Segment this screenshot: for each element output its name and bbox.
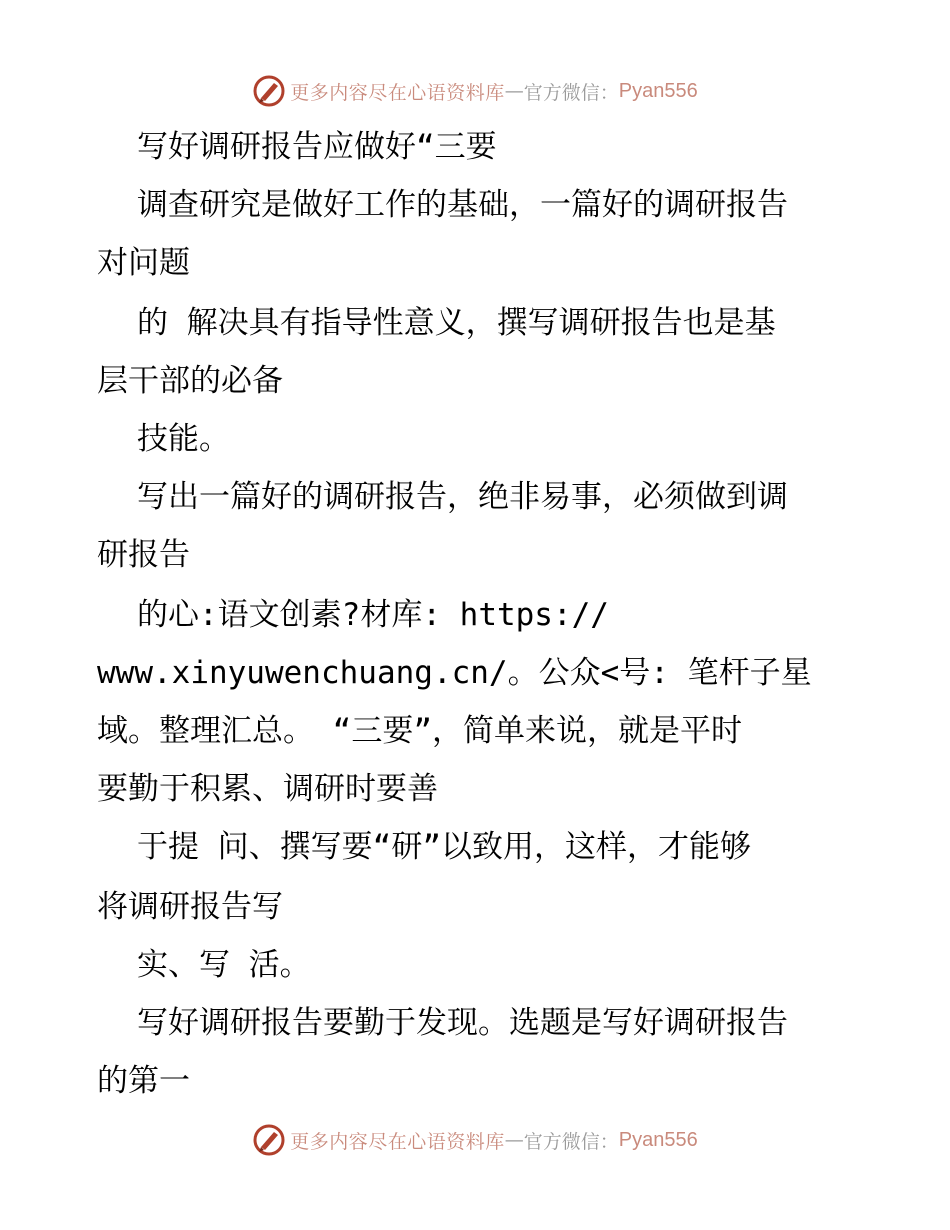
body-line: 研报告 — [97, 537, 190, 573]
body-line: 调查研究是做好工作的基础，一篇好的调研报告 — [137, 187, 788, 223]
body-line: 技能。 — [137, 421, 230, 457]
body-line: 要勤于积累、调研时要善 — [97, 771, 438, 807]
body-line: www.xinyuwenchuang.cn/。公众<号: 笔杆子星 — [97, 655, 812, 691]
body-line: 域。整理汇总。 “三要”，简单来说，就是平时 — [97, 713, 742, 749]
banner-text: 更多内容尽在心语资料库 — [290, 1130, 505, 1153]
banner-separator: — — [504, 80, 524, 102]
banner-wechat-id: Pyan556 — [618, 1128, 698, 1151]
body-line: 写好调研报告要勤于发现。选题是写好调研报告 — [137, 1005, 788, 1041]
body-line: 实、写 活。 — [137, 947, 311, 983]
banner-wechat-label: 官方微信： — [523, 1130, 619, 1153]
banner-separator: — — [504, 1129, 524, 1151]
banner-wechat-id: Pyan556 — [618, 79, 698, 102]
body-line: 对问题 — [97, 245, 190, 281]
pen-logo-icon — [252, 1123, 286, 1157]
body-line: 将调研报告写 — [97, 889, 283, 925]
body-line: 于提 问、撰写要“研”以致用，这样，才能够 — [137, 829, 751, 865]
body-line: 写好调研报告应做好“三要 — [137, 129, 497, 165]
banner-wechat-label: 官方微信： — [523, 81, 619, 104]
header-banner — [0, 71, 950, 111]
body-line: 的心:语文创素?材库: https:// — [137, 597, 609, 633]
footer-banner — [0, 1120, 950, 1160]
banner-text: 更多内容尽在心语资料库 — [290, 81, 505, 104]
body-line: 的第一 — [97, 1063, 190, 1099]
pen-logo-icon — [252, 74, 286, 108]
body-line: 层干部的必备 — [97, 363, 283, 399]
body-line: 写出一篇好的调研报告，绝非易事，必须做到调 — [137, 479, 788, 515]
body-line: 的 解决具有指导性意义，撰写调研报告也是基 — [137, 305, 776, 341]
